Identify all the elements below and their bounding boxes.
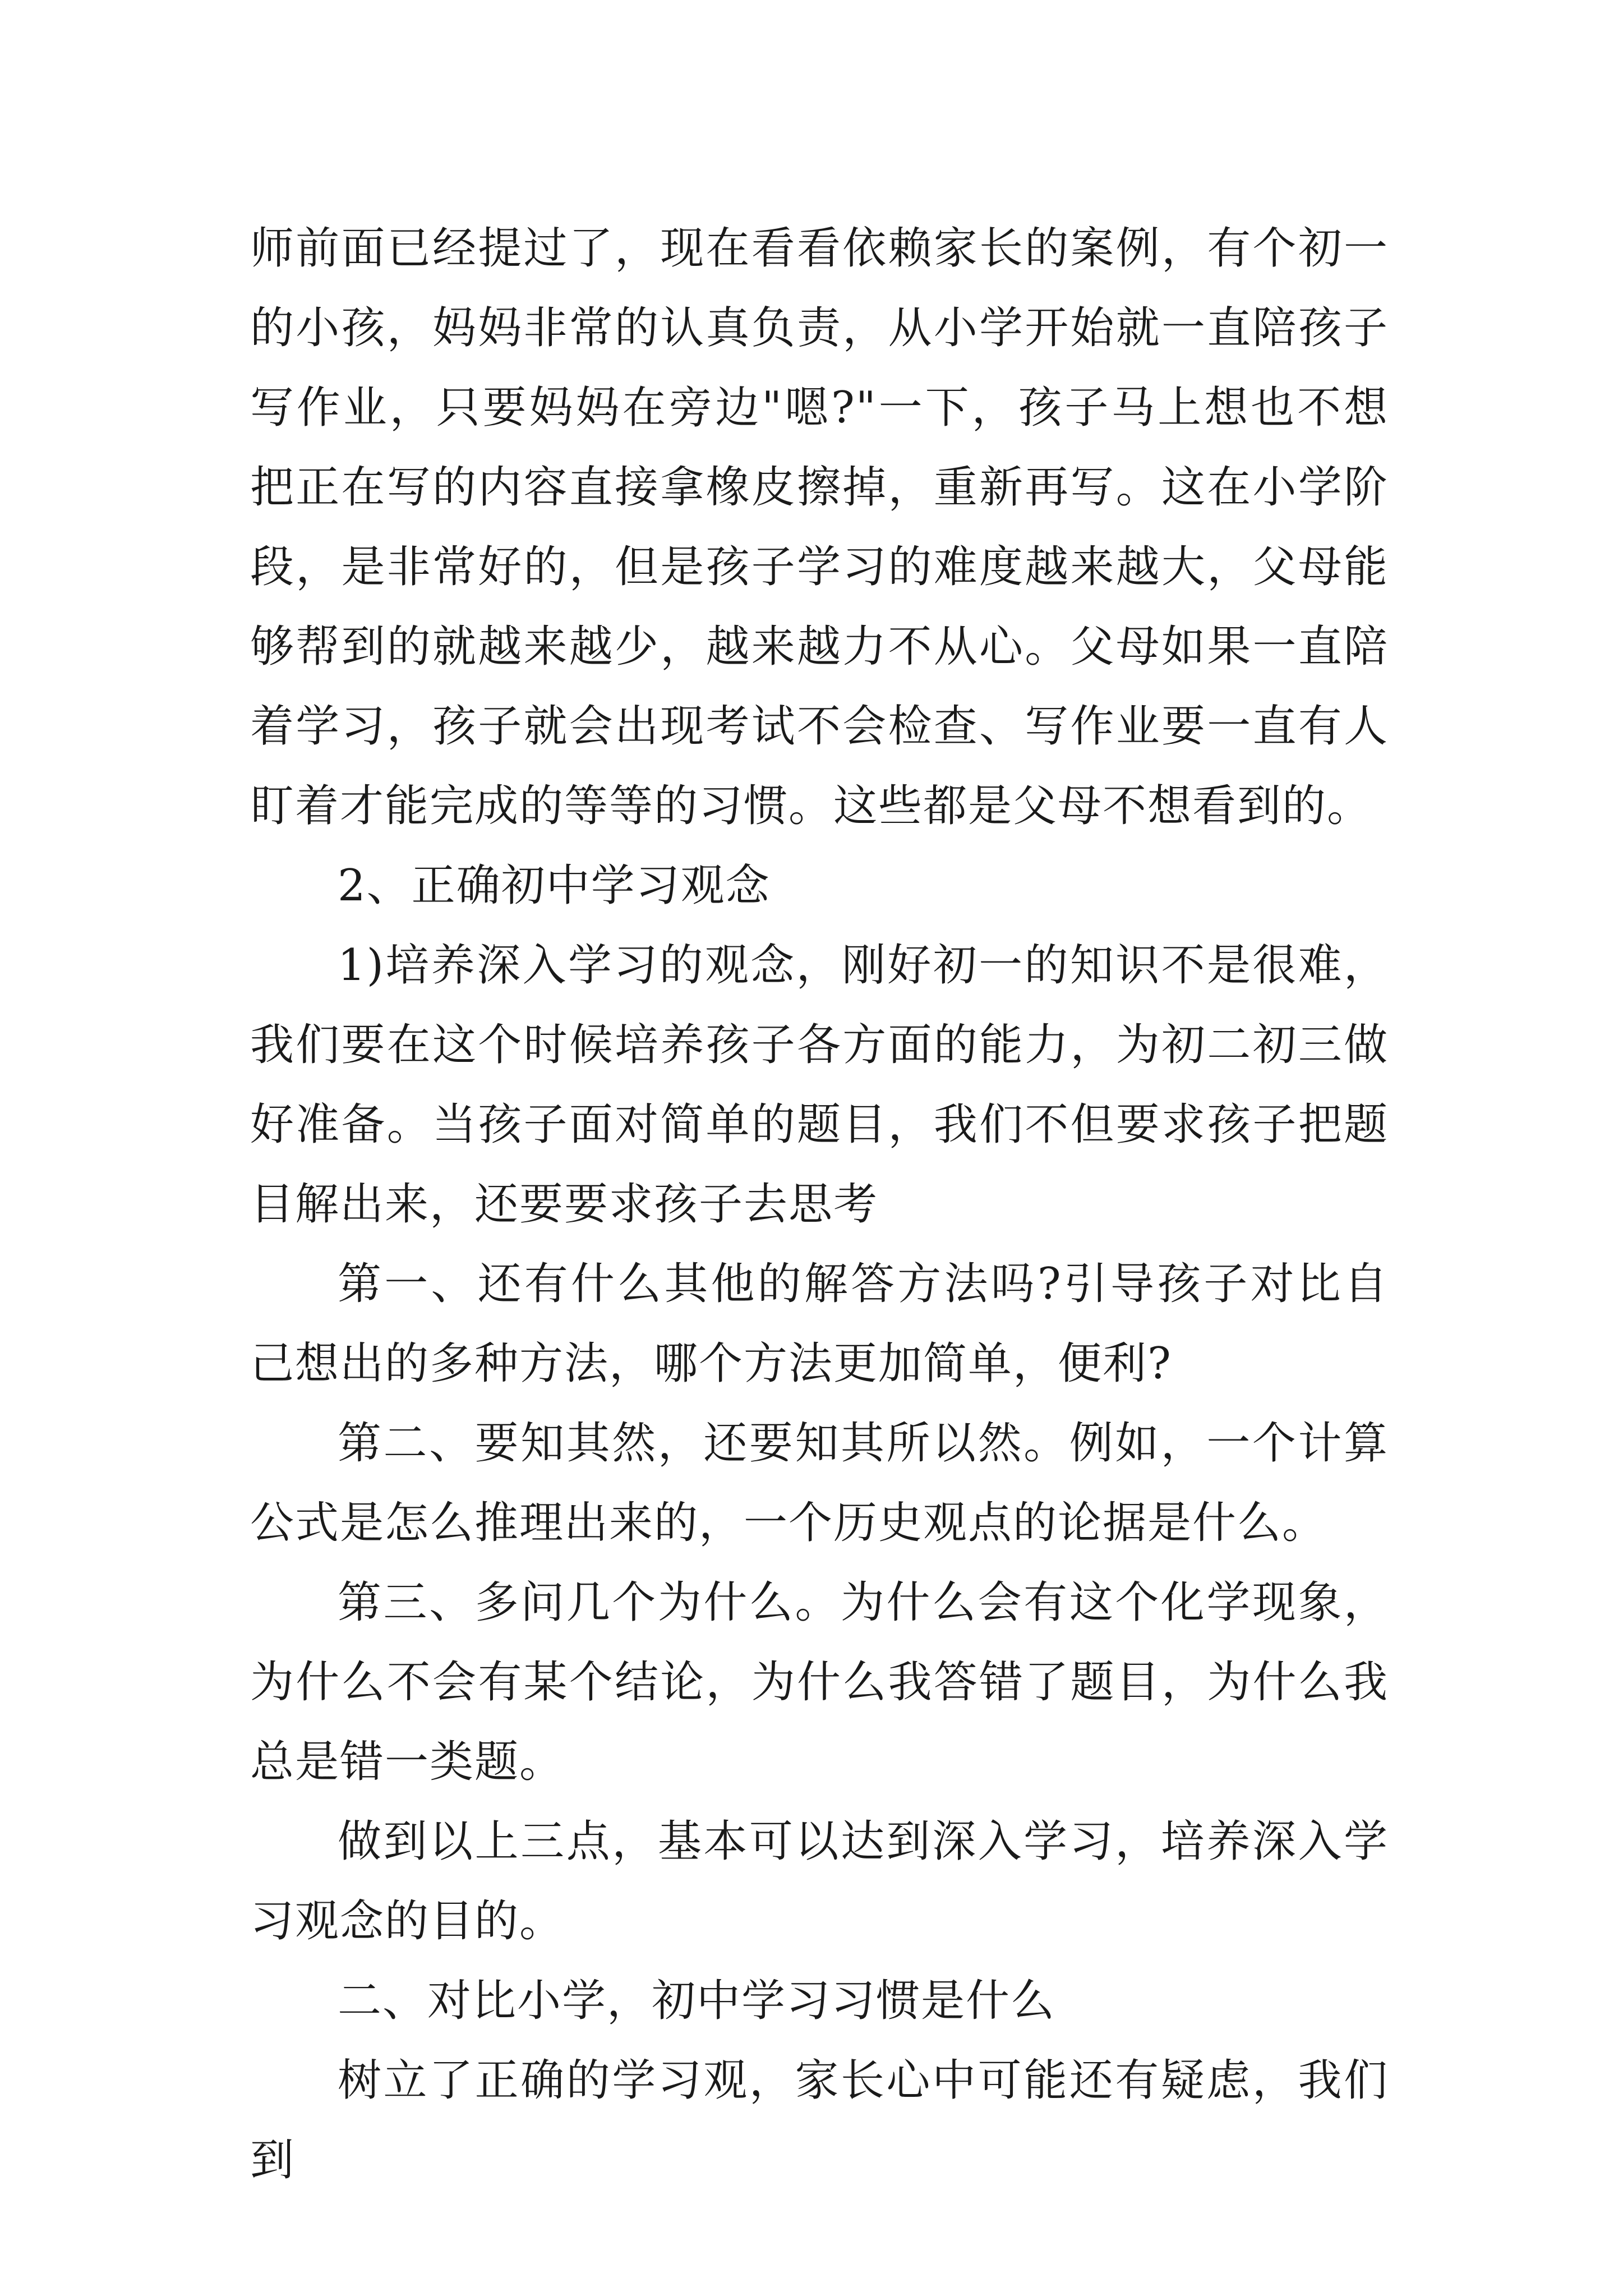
paragraph-summary: 做到以上三点，基本可以达到深入学习，培养深入学习观念的目的。 — [250, 1816, 1389, 1947]
paragraph-parent-dependency-case: 师前面已经提过了，现在看看依赖家长的案例，有个初一的小孩，妈妈非常的认真负责，从小学开始就一直陪孩子写作业，只要妈妈在旁边"嗯?"一下，孩子马上想也不想把正在写的内容直接拿橡皮擦掉，重新再写。这在小学阶段，是非常好的，但是孩子学习的难度越来越大，父母能够帮到的就越来越少，越来越力不从心。父母如果一直陪着学习，孩子就会出现考试不会检查、写作业要一直有人盯着才能完成的等等的习惯。这些都是父母不想看到的。 — [250, 223, 1389, 831]
section-heading-study-habits: 二、对比小学，初中学习习惯是什么 — [338, 1976, 1056, 2026]
paragraph-point-first: 第一、还有什么其他的解答方法吗?引导孩子对比自己想出的多种方法，哪个方法更加简单，便利? — [250, 1259, 1389, 1389]
paragraph-deep-learning: 1)培养深入学习的观念，刚好初一的知识不是很难，我们要在这个时候培养孩子各方面的能力，为初二初三做好准备。当孩子面对简单的题目，我们不但要求孩子把题目解出来，还要要求孩子去思考 — [250, 940, 1389, 1230]
paragraph-study-habits-intro: 树立了正确的学习观，家长心中可能还有疑虑，我们到 — [250, 2055, 1389, 2185]
paragraph-point-third: 第三、多问几个为什么。为什么会有这个化学现象，为什么不会有某个结论，为什么我答错了题目，为什么我总是错一类题。 — [250, 1577, 1389, 1787]
paragraph-point-second: 第二、要知其然，还要知其所以然。例如，一个计算公式是怎么推理出来的，一个历史观点的论据是什么。 — [250, 1418, 1389, 1548]
section-heading-learning-concept: 2、正确初中学习观念 — [338, 861, 771, 911]
document-body — [250, 209, 1389, 2200]
